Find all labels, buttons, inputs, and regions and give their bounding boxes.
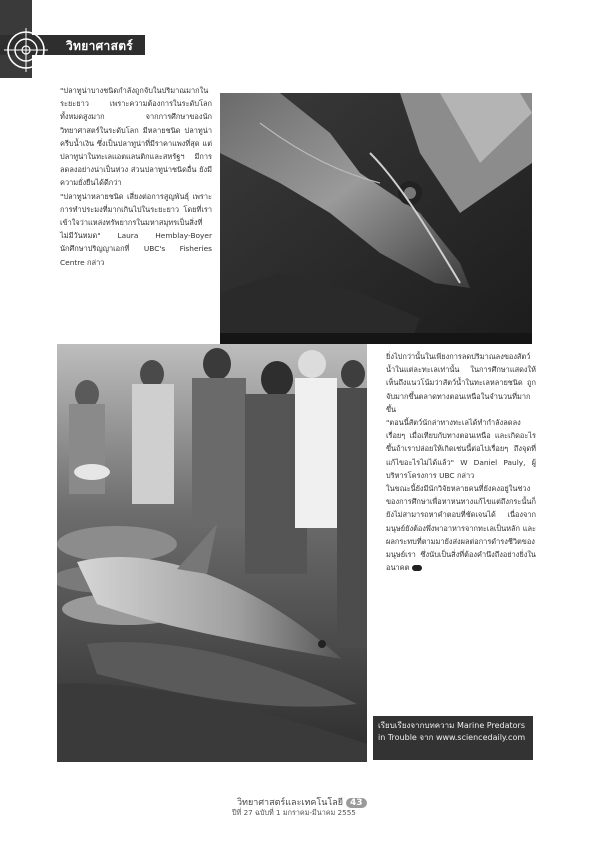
footer-issue-info: ปีที่ 27 ฉบับที่ 1 มกราคม-มีนาคม 2555 (232, 808, 356, 817)
source-caption-box (373, 716, 533, 760)
article-paragraph: "ปลาทูน่าหลายชนิด เสี่ยงต่อการสูญพันธุ์ เพราะการทำประมงที่มากเกินไปในระยะยาว โดยที่เราเข้าใจว่าแหล่งทรัพยากรในมหาสมุทรเป็นสิ่งที่ไม่มีวันหมด" Laura Hemblay-Boyer นักศึกษาปริญญาเอกที่ UBC's Fisheries Centre กล่าว (60, 191, 212, 267)
article-paragraph: "ตอนนี้สัตว์นักล่าทางทะเลได้ทำกำลังลดลงเรื่อยๆ เมื่อเทียบกับทางตอนเหนือ และเกิดอะไรขึ้นถ้าเราปล่อยให้เกิดเช่นนี้ต่อไปเรื่อยๆ ถึงจุดที่แก้ไขอะไรไม่ได้แล้ว" W Daniel Pauly, ผู้บริหารโครงการ UBC กล่าว (386, 418, 536, 480)
footer-magazine-title (237, 795, 367, 809)
target-logo-icon (4, 28, 48, 72)
article-column-1 (60, 84, 212, 269)
article-paragraph-text: ในขณะนี้ยังมีนักวิจัยหลายคนที่ยังคงอยู่ในช่วงของการศึกษาเพื่อหาหนทางแก้ไขแต่ถึงกระนั้นก็ยังไม่สามารถหาคำตอบที่ชัดเจนได้ เนื่องจากมนุษย์ยังต้องพึ่งพาอาหารจากทะเลเป็นหลัก และผลกระทบที่ตามมายังส่งผลต่อการดำรงชีวิตของมนุษย์เรา ซึ่งนับเป็นสิ่งที่ต้องคำนึงถึงอย่างยิ่งในอนาคต (386, 484, 536, 573)
section-label: วิทยาศาสตร์ (66, 39, 134, 53)
source-caption-text: เรียบเรียงจากบทความ Marine Predators in Trouble จาก www.sciencedaily.com (378, 721, 526, 742)
article-paragraph: ยิ่งไปกว่านั้นในเพียงการลดปริมาณลงของสัตว์น้ำในแต่ละทะเลเท่านั้น ในการศึกษาแสดงให้เห็นถึงแนวโน้มว่าสัตว์น้ำในทะเลหลายชนิด ถูกจับมากขึ้นตลาดทางตอนเหนือในจำนวนที่มากขึ้น (386, 352, 536, 414)
fish-market-photo (57, 344, 367, 762)
end-of-article-icon (412, 565, 422, 571)
article-paragraph: "ปลาทูน่าบางชนิดกำลังถูกจับในปริมาณมากในระยะยาว เพราะความต้องการในระดับโลกทั้งหมดสูงมาก จากการศึกษาของนักวิทยาศาสตร์ในระดับโลก มีหลายชนิด ปลาทูน่าครีบน้ำเงิน ซึ่งเป็นปลาทูน่าที่มีราคาแพงที่สุด แต่ปลาทูน่าในทะเลแอตแลนติกและสหรัฐฯ มีการลดลงอย่างน่าเป็นห่วง ส่วนปลาทูน่าชนิดอื่น ยังมีความยั่งยืนได้ดีกว่า (60, 86, 212, 188)
page-number: 43 (346, 798, 367, 808)
article-column-2 (386, 350, 536, 574)
article-paragraph (386, 482, 536, 574)
tuna-head-photo (220, 93, 532, 344)
magazine-name: วิทยาศาสตร์และเทคโนโลยี (237, 798, 344, 808)
